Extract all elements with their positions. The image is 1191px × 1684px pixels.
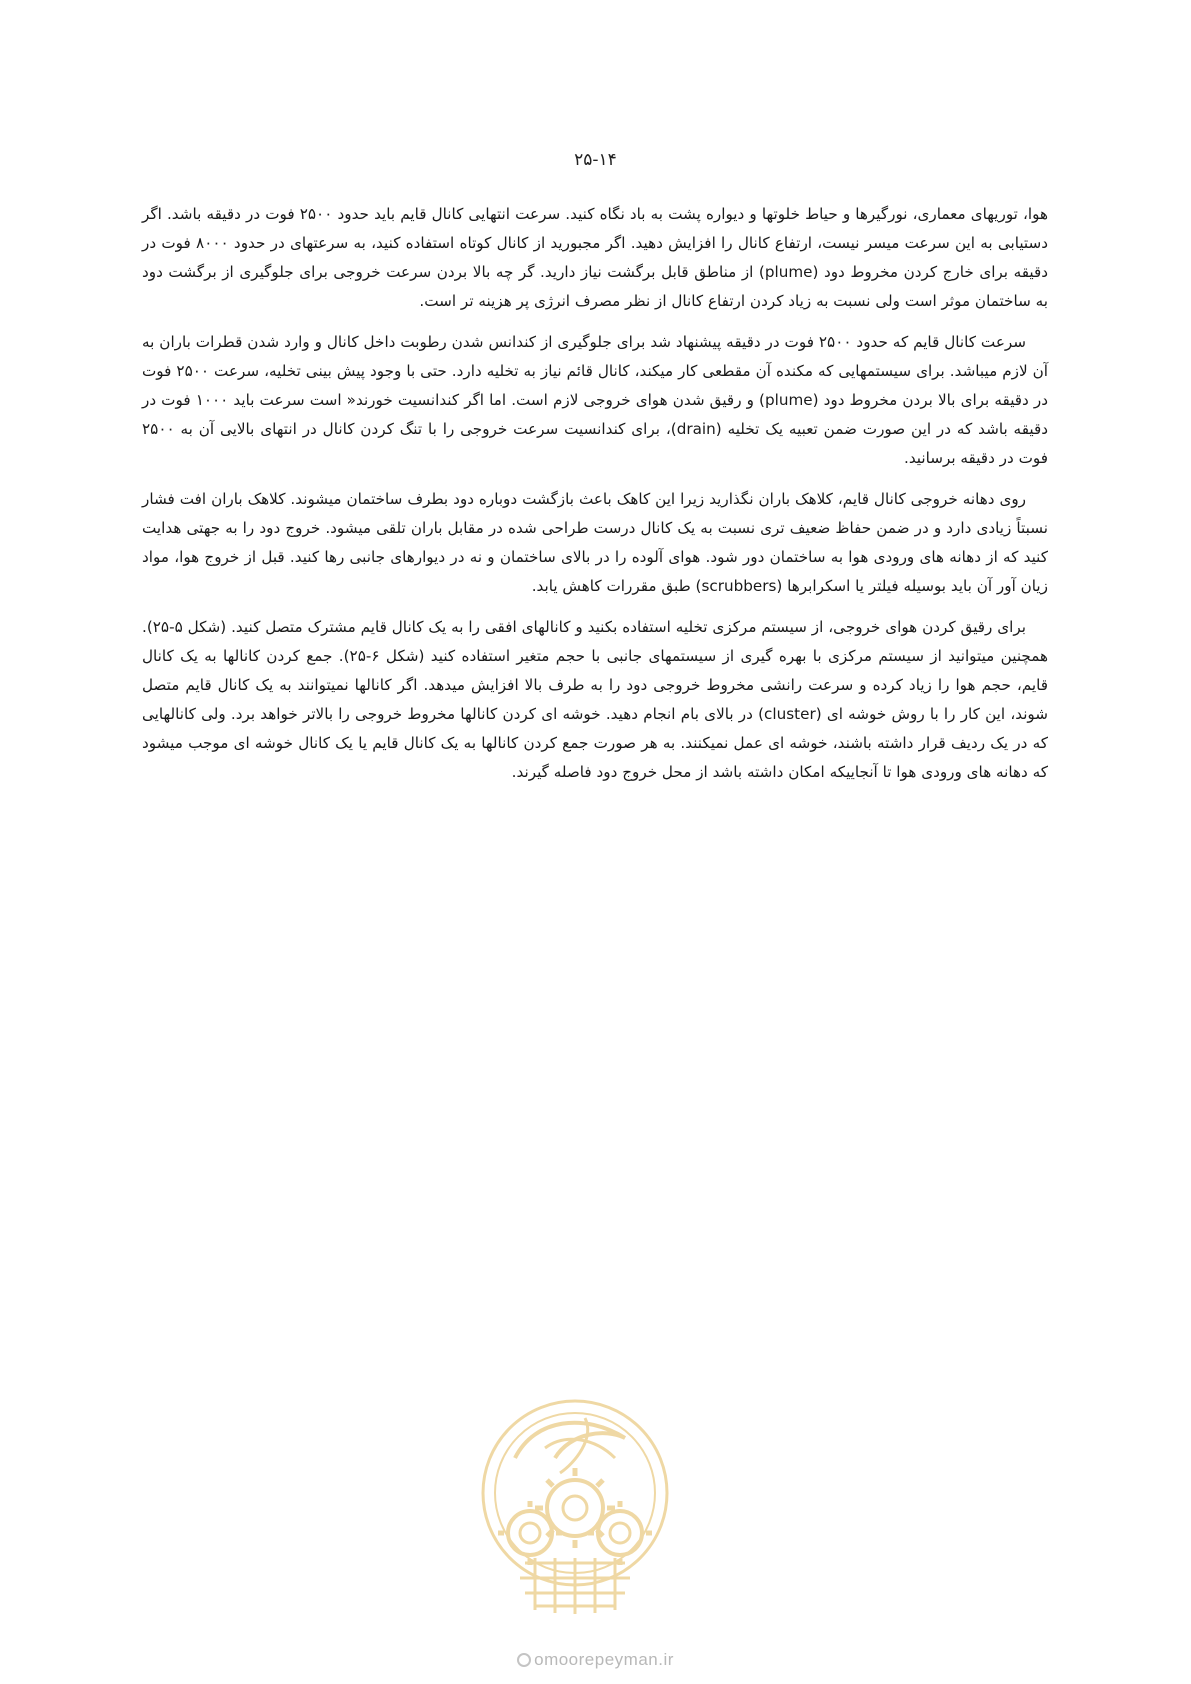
publisher-seal-icon xyxy=(475,1388,675,1618)
paragraph-4: برای رقیق کردن هوای خروجی، از سیستم مرکزی تخلیه استفاده بکنید و کانالهای افقی را به یک کانال قایم مشترک متصل کنید. (شکل ۵-۲۵). همچنین میتوانید از سیستم مرکزی با بهره گیری از سیستمهای جانبی با حجم متغیر استفاده کنید (شکل ۶-۲۵). جمع کردن کانالها به یک کانال قایم، حجم هوا را زیاد کرده و سرعت رانشی مخروط خروجی دود را به طرف بالا افزایش میدهد. اگر کانالها نمیتوانند به یک کانال قایم متصل شوند، این کار را با روش خوشه ای (cluster) در بالای بام انجام دهید. خوشه ای کردن کانالها مخروط خروجی را بالاتر خواهد برد. ولی کانالهایی که در یک ردیف قرار داشته باشند، خوشه ای عمل نمیکنند. به هر صورت جمع کردن کانالها به یک کانال قایم یا یک کانال خوشه ای موجب میشود که دهانه های ورودی هوا تا آنجاییکه امکان داشته باشد از محل خروج دود فاصله گیرند. xyxy=(142,618,1048,781)
site-url-text: omoorepeyman.ir xyxy=(534,1650,674,1669)
paragraph-3: روی دهانه خروجی کانال قایم، کلاهک باران نگذارید زیرا این کاهک باعث بازگشت دوباره دود بطرف ساختمان میشوند. کلاهک باران افت فشار نسبتاً زیادی دارد و در ضمن حفاظ ضعیف تری نسبت به یک کانال درست طراحی شده در مقابل باران تلقی میشود. خروج دود را به جهتی هدایت کنید که از دهانه های ورودی هوا به ساختمان دور شود. هوای آلوده را در بالای ساختمان و نه در دیوارهای جانبی رها کنید. قبل از خروج هوا، مواد زیان آور آن باید بوسیله فیلتر یا اسکرابرها (scrubbers) طبق مقررات کاهش یابد. xyxy=(142,490,1048,595)
site-url xyxy=(0,1650,1191,1670)
paragraph-1: هوا، توریهای معماری، نورگیرها و حیاط خلوتها و دیواره پشت به باد نگاه کنید. سرعت انتهایی کانال قایم باید حدود ۲۵۰۰ فوت در دقیقه باشد. اگر دستیابی به این سرعت میسر نیست، ارتفاع کانال را افزایش دهید. اگر مجبورید از کانال کوتاه استفاده کنید، به سرعتهای در حدود ۸۰۰۰ فوت در دقیقه برای خارج کردن مخروط دود (plume) از مناطق قابل برگشت نیاز دارید. گر چه بالا بردن سرعت خروجی برای جلوگیری از برگشت دود به ساختمان موثر است ولی نسبت به زیاد کردن ارتفاع کانال از نظر مصرف انرژی پر هزینه تر است. xyxy=(142,205,1049,310)
page-number: ۲۵-۱۴ xyxy=(574,150,617,170)
paragraph-2: سرعت کانال قایم که حدود ۲۵۰۰ فوت در دقیقه پیشنهاد شد برای جلوگیری از کندانس شدن رطوبت داخل کانال و وارد شدن قطرات باران به آن لازم میباشد. برای سیستمهایی که مکنده آن مقطعی کار میکند، کانال قائم نیاز به تخلیه دارد. حتی با وجود پیش بینی تخلیه، سرعت ۲۵۰۰ فوت در دقیقه برای بالا بردن مخروط دود (plume) و رقیق شدن هوای خروجی لازم است. اما اگر کندانسیت خورند« است سرعت باید ۱۰۰۰ فوت در دقیقه باشد که در این صورت ضمن تعبیه یک تخلیه (drain)، برای کندانسیت سرعت خروجی را با تنگ کردن کانال در انتهای بالایی آن به ۲۵۰۰ فوت در دقیقه برسانید. xyxy=(142,333,1048,467)
body-text xyxy=(142,200,1048,799)
at-sign-icon xyxy=(517,1653,531,1667)
